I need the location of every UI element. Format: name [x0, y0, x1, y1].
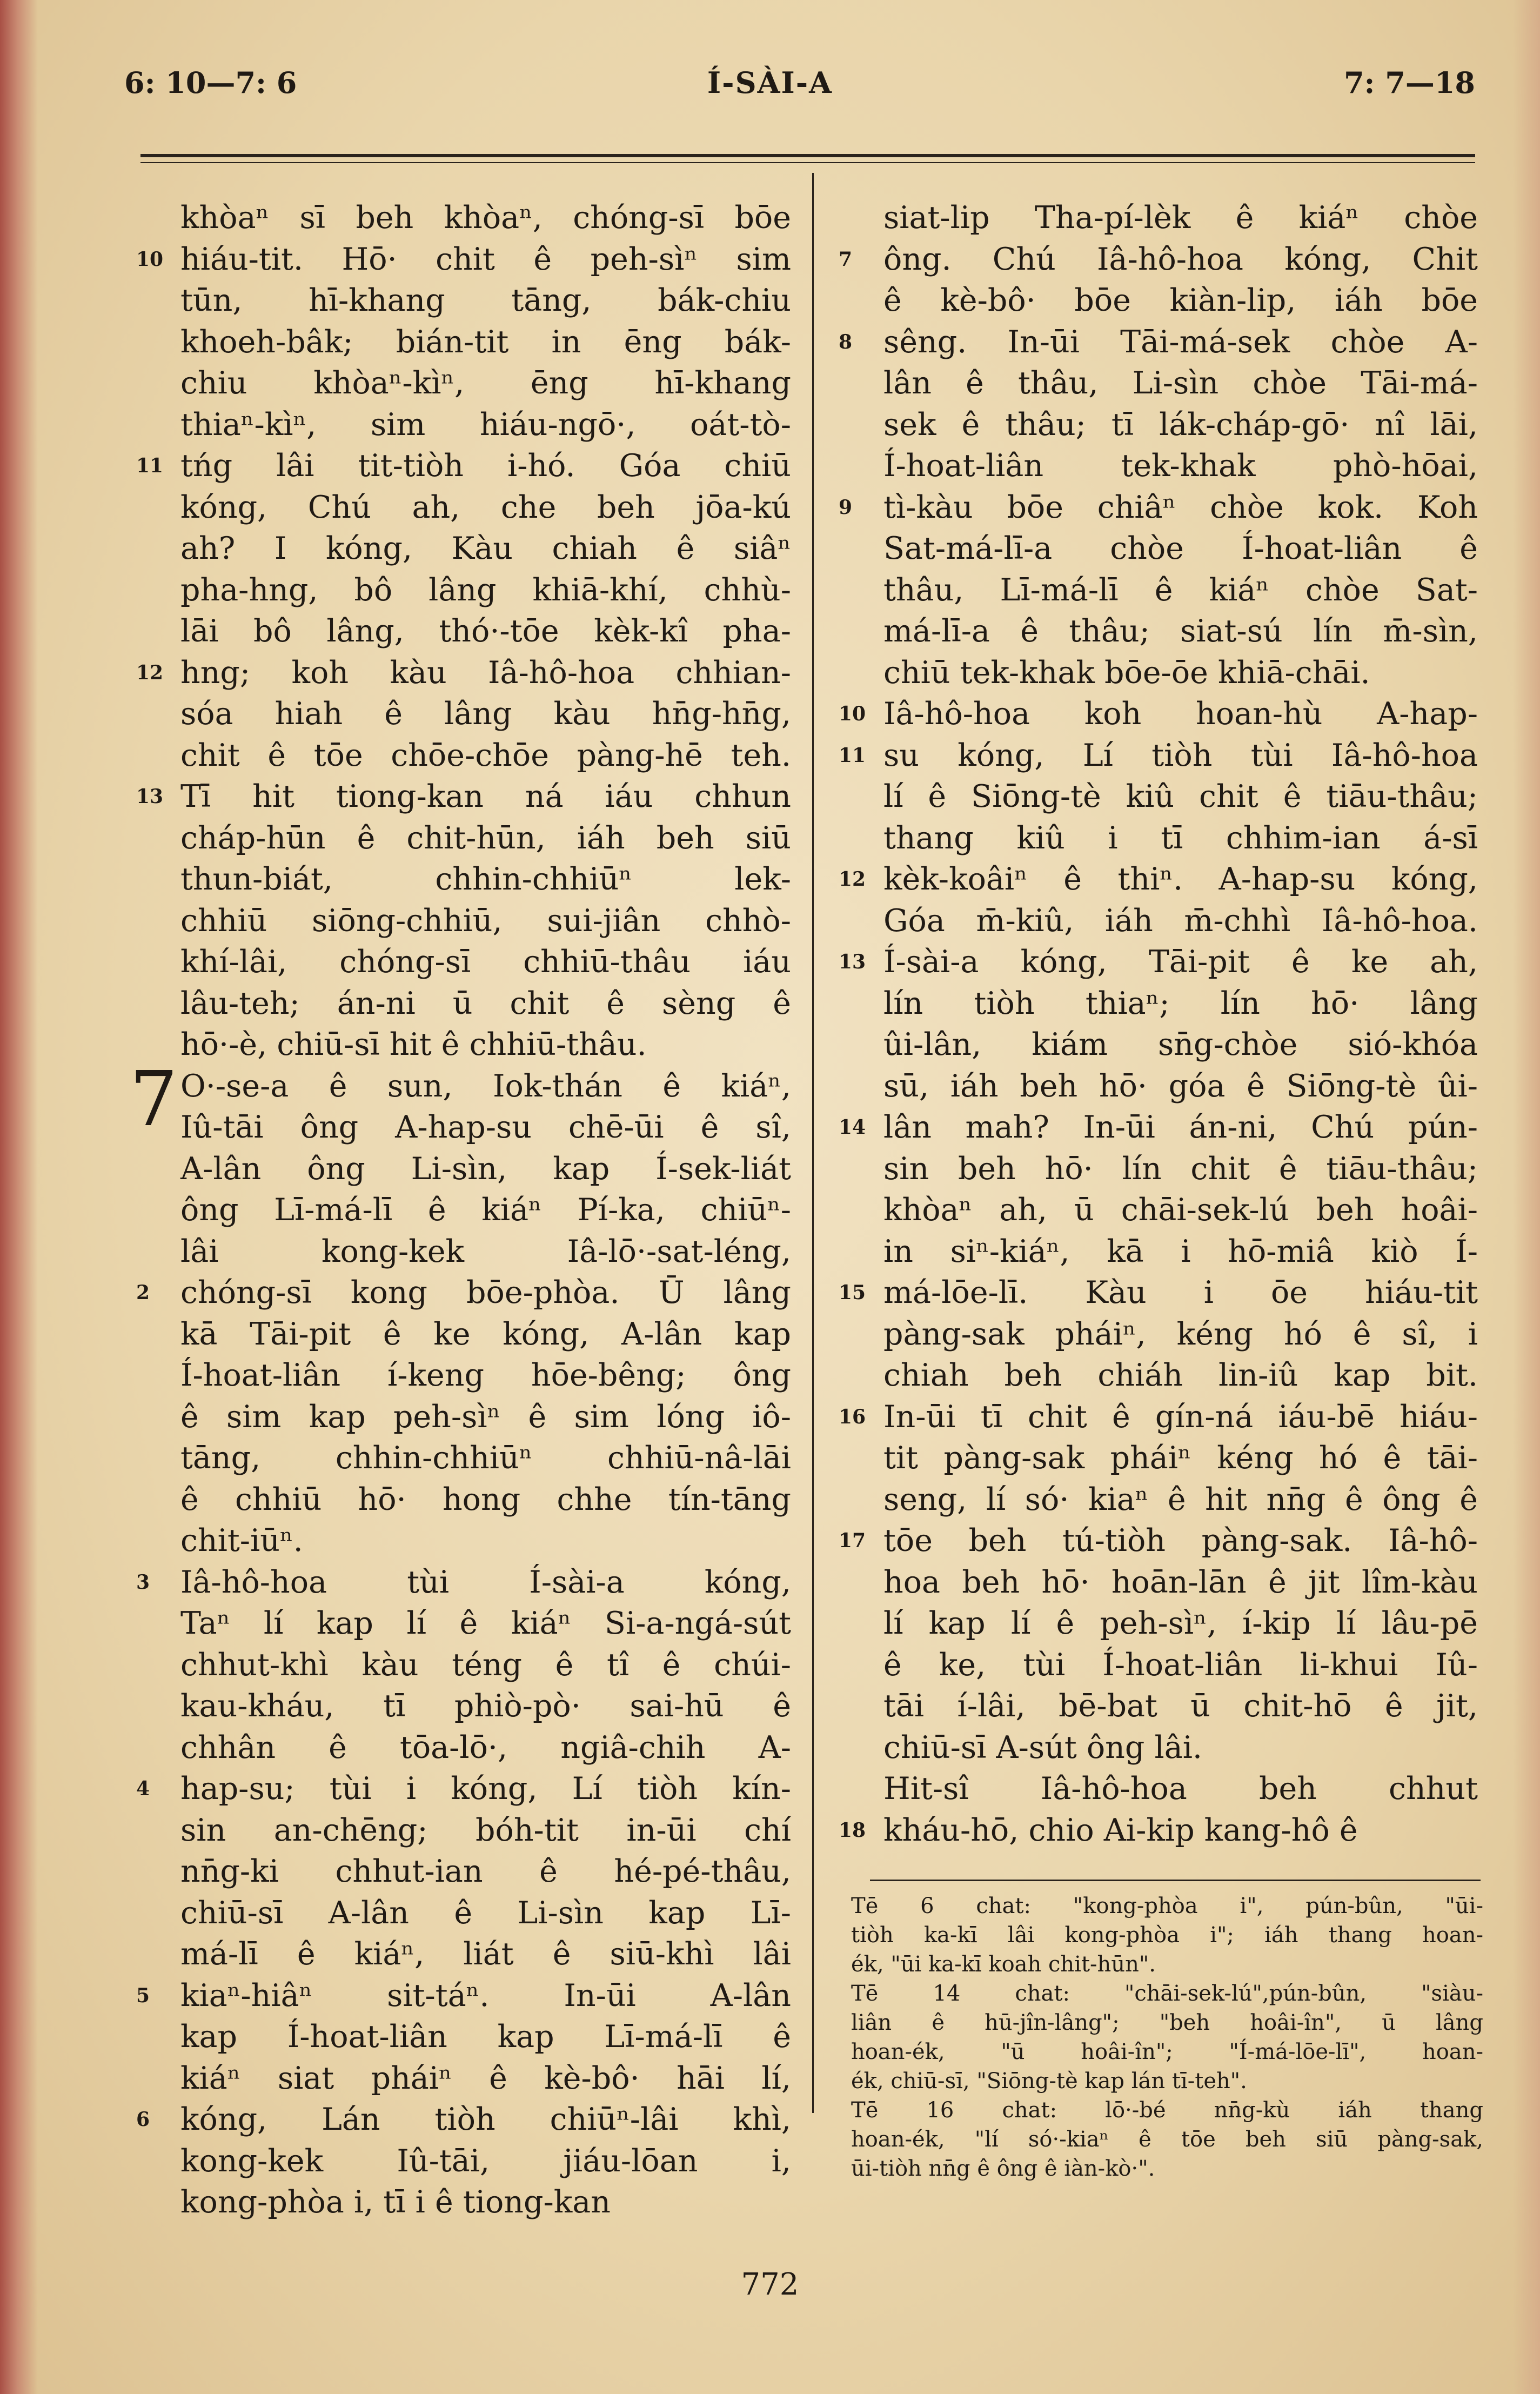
text-line: chiū-sī A-lân ê Li-sìn kap Lī- [180, 1895, 791, 1931]
text-line: má-lī-a ê thâu; siat-sú lín m̄-sìn, [883, 613, 1478, 649]
page-number: 772 [741, 2267, 799, 2302]
text-line: khoeh-bâk; bián-tit in ēng bák- [180, 324, 791, 360]
verse-number: 10 [136, 248, 164, 271]
text-line: ông. Chú Iâ-hô-hoa kóng, Chit [883, 241, 1478, 277]
verse-number: 6 [136, 2108, 150, 2131]
text-line: ah? I kóng, Kàu chiah ê siâⁿ [180, 531, 791, 566]
text-line: sêng. In-ūi Tāi-má-sek chòe A- [883, 324, 1478, 360]
text-line: thiaⁿ-kìⁿ, sim hiáu-ngō·, oát-tò- [180, 406, 791, 443]
verse-number: 13 [839, 951, 866, 973]
text-line: A-lân ông Li-sìn, kap Í-sek-liát [180, 1151, 791, 1187]
text-line: chhân ê tōa-lō·, ngiâ-chih A- [180, 1729, 791, 1766]
text-line: cháp-hūn ê chit-hūn, iáh beh siū [180, 820, 791, 856]
text-line: lâi kong-kek Iâ-lō·-sat-léng, [180, 1233, 791, 1269]
text-line: má-lōe-lī. Kàu i ōe hiáu-tit [883, 1275, 1478, 1310]
verse-number: 4 [136, 1777, 150, 1800]
text-line: lí ê Siōng-tè kiû chit ê tiāu-thâu; [883, 779, 1478, 814]
verse-number: 17 [839, 1529, 866, 1552]
footnote-line: hoan-ék, "lí só·-kiaⁿ ê tōe beh siū pàng-sak, [851, 2127, 1483, 2152]
text-line: khòaⁿ sī beh khòaⁿ, chóng-sī bōe [180, 200, 791, 236]
text-line: Góa m̄-kiû, iáh m̄-chhì Iâ-hô-hoa. [883, 902, 1478, 939]
text-line: khí-lâi, chóng-sī chhiū-thâu iáu [180, 944, 791, 980]
header-right-reference: 7: 7—18 [1343, 65, 1475, 100]
verse-number: 8 [839, 330, 853, 353]
text-line: kong-kek Iû-tāi, jiáu-lōan i, [180, 2143, 791, 2179]
text-line: hiáu-tit. Hō· chit ê peh-sìⁿ sim [180, 241, 791, 277]
verse-number: 12 [136, 661, 164, 684]
text-line: thâu, Lī-má-lī ê kiáⁿ chòe Sat- [883, 572, 1478, 608]
text-line: lāi bô lâng, thó·-tōe kèk-kî pha- [180, 613, 791, 649]
text-line: In-ūi tī chit ê gín-ná iáu-bē hiáu- [883, 1399, 1478, 1435]
text-line: seng, lí só· kiaⁿ ê hit nn̄g ê ông ê [883, 1481, 1478, 1517]
text-line: hap-su; tùi i kóng, Lí tiòh kín- [180, 1771, 791, 1807]
footnote-line: ék, chiū-sī, "Siōng-tè kap lán tī-teh". [851, 2069, 1247, 2094]
footnote-line: liân ê hū-jîn-lâng"; "beh hoâi-în", ū lâng [851, 2010, 1483, 2035]
text-line: ê chhiū hō· hong chhe tín-tāng [180, 1481, 791, 1517]
verse-number: 2 [136, 1281, 150, 1304]
text-line: thang kiû i tī chhim-ian á-sī [883, 820, 1478, 856]
text-line: hō·-è, chiū-sī hit ê chhiū-thâu. [180, 1027, 647, 1062]
text-line: chhiū siōng-chhiū, sui-jiân chhò- [180, 902, 791, 939]
column-divider [812, 173, 814, 2113]
header-rule-thin [140, 162, 1475, 163]
text-line: chit-iūⁿ. [180, 1523, 303, 1559]
text-line: Tī hit tiong-kan ná iáu chhun [180, 779, 791, 814]
footnote-line: Tē 16 chat: lō·-bé nn̄g-kù iáh thang [851, 2098, 1483, 2123]
text-line: chiū tek-khak bōe-ōe khiā-chāi. [883, 654, 1370, 691]
text-line: siat-lip Tha-pí-lèk ê kiáⁿ chòe [883, 200, 1478, 236]
text-line: tì-kàu bōe chiâⁿ chòe kok. Koh [883, 489, 1478, 525]
text-line: lí kap lí ê peh-sìⁿ, í-kip lí lâu-pē [883, 1606, 1478, 1641]
text-line: tāng, chhin-chhiūⁿ chhiū-nâ-lāi [180, 1440, 791, 1476]
verse-number: 16 [839, 1405, 866, 1428]
text-line: ông Lī-má-lī ê kiáⁿ Pí-ka, chiūⁿ- [180, 1192, 791, 1228]
text-line: kiaⁿ-hiâⁿ sit-táⁿ. In-ūi A-lân [180, 1977, 791, 2014]
page-edge-left [0, 0, 38, 2394]
text-line: kèk-koâiⁿ ê thiⁿ. A-hap-su kóng, [883, 861, 1478, 897]
text-line: chit ê tōe chōe-chōe pàng-hē teh. [180, 737, 791, 773]
footnote-line: ék, "ūi ka-kī koah chit-hūn". [851, 1952, 1156, 1977]
text-line: tāi í-lâi, bē-bat ū chit-hō ê jit, [883, 1688, 1478, 1724]
text-line: ê kè-bô· bōe kiàn-lip, iáh bōe [883, 283, 1478, 318]
text-line: Í-sài-a kóng, Tāi-pit ê ke ah, [883, 944, 1478, 980]
text-line: ê sim kap peh-sìⁿ ê sim lóng iô- [180, 1399, 791, 1435]
text-line: sū, iáh beh hō· góa ê Siōng-tè ûi- [883, 1068, 1478, 1104]
header-left-reference: 6: 10—7: 6 [124, 65, 297, 100]
text-line: Iû-tāi ông A-hap-su chē-ūi ê sî, [180, 1109, 791, 1145]
text-line: ûi-lân, kiám sn̄g-chòe sió-khóa [883, 1027, 1478, 1062]
text-line: sin an-chēng; bóh-tit in-ūi chí [180, 1812, 791, 1848]
text-line: pàng-sak pháiⁿ, kéng hó ê sî, i [883, 1316, 1478, 1352]
verse-number: 15 [839, 1281, 866, 1304]
footnote-line: ūi-tiòh nn̄g ê ông ê iàn-kò·". [851, 2156, 1155, 2181]
text-line: khòaⁿ ah, ū chāi-sek-lú beh hoâi- [883, 1192, 1478, 1228]
left-column-text [180, 197, 791, 2223]
verse-number: 11 [136, 454, 164, 477]
verse-number: 7 [839, 248, 853, 271]
text-line: kong-phòa i, tī i ê tiong-kan [180, 2184, 611, 2220]
text-line: lân mah? In-ūi án-ni, Chú pún- [883, 1109, 1478, 1145]
verse-number: 18 [839, 1818, 866, 1842]
text-line: kau-kháu, tī phiò-pò· sai-hū ê [180, 1688, 791, 1724]
text-line: Iâ-hô-hoa koh hoan-hù A-hap- [883, 696, 1478, 732]
footnote-line: Tē 6 chat: "kong-phòa i", pún-bûn, "ūi- [851, 1894, 1483, 1918]
text-line: sóa hiah ê lâng kàu hn̄g-hn̄g, [180, 696, 791, 732]
text-line: kóng, Chú ah, che beh jōa-kú [180, 489, 791, 525]
header-rule-thick [140, 154, 1475, 157]
text-line: lín tiòh thiaⁿ; lín hō· lâng [883, 985, 1478, 1021]
verse-number: 11 [839, 744, 866, 767]
text-line: thun-biát, chhin-chhiūⁿ lek- [180, 861, 791, 897]
text-line: tūn, hī-khang tāng, bák-chiu [180, 283, 791, 318]
text-line: kháu-hō, chio Ai-kip kang-hô ê [883, 1812, 1358, 1848]
footnote-rule [870, 1880, 1481, 1881]
text-line: Iâ-hô-hoa tùi Í-sài-a kóng, [180, 1564, 791, 1600]
text-line: Sat-má-lī-a chòe Í-hoat-liân ê [883, 531, 1478, 566]
text-line: Í-hoat-liân tek-khak phò-hōai, [883, 448, 1478, 484]
text-line: nn̄g-ki chhut-ian ê hé-pé-thâu, [180, 1854, 791, 1889]
text-line: má-lī ê kiáⁿ, liát ê siū-khì lâi [180, 1936, 791, 1972]
book-title: Í-SÀI-A [707, 65, 833, 100]
text-line: chiah beh chiáh lin-iû kap bit. [883, 1358, 1478, 1393]
text-line: tńg lâi tit-tiòh i-hó. Góa chiū [180, 448, 791, 484]
text-line: Hit-sî Iâ-hô-hoa beh chhut [883, 1771, 1478, 1807]
text-line: lâu-teh; án-ni ū chit ê sèng ê [180, 985, 791, 1021]
text-line: tit pàng-sak pháiⁿ kéng hó ê tāi- [883, 1440, 1478, 1476]
right-column-text [883, 197, 1478, 1851]
footnotes [851, 1891, 1483, 2183]
verse-number: 13 [136, 785, 164, 808]
text-line: sek ê thâu; tī lák-cháp-gō· nî lāi, [883, 406, 1478, 443]
text-line: kiáⁿ siat pháiⁿ ê kè-bô· hāi lí, [180, 2060, 791, 2096]
text-line: pha-hng, bô lâng khiā-khí, chhù- [180, 572, 791, 608]
text-line: lân ê thâu, Li-sìn chòe Tāi-má- [883, 365, 1478, 401]
verse-number: 3 [136, 1570, 150, 1594]
chapter-number: 7 [130, 1055, 178, 1143]
text-line: chiū-sī A-sút ông lâi. [883, 1729, 1203, 1766]
text-line: chóng-sī kong bōe-phòa. Ū lâng [180, 1275, 791, 1310]
footnote-line: Tē 14 chat: "chāi-sek-lú",pún-bûn, "siàu- [851, 1981, 1483, 2006]
page-edge-right [1513, 0, 1540, 2394]
verse-number: 14 [839, 1116, 866, 1139]
text-line: O·-se-a ê sun, Iok-thán ê kiáⁿ, [180, 1068, 791, 1104]
text-line: kā Tāi-pit ê ke kóng, A-lân kap [180, 1316, 791, 1352]
text-line: su kóng, Lí tiòh tùi Iâ-hô-hoa [883, 737, 1478, 773]
text-line: sin beh hō· lín chit ê tiāu-thâu; [883, 1151, 1478, 1187]
footnote-line: hoan-ék, "ū hoâi-în"; "Í-má-lōe-lī", hoan- [851, 2039, 1483, 2064]
text-line: hoa beh hō· hoān-lān ê jit lîm-kàu [883, 1564, 1478, 1600]
footnote-line: tiòh ka-kī lâi kong-phòa i"; iáh thang hoan- [851, 1923, 1483, 1948]
text-line: in siⁿ-kiáⁿ, kā i hō-miâ kiò Í- [883, 1233, 1478, 1269]
text-line: Í-hoat-liân í-keng hōe-bêng; ông [180, 1358, 791, 1393]
verse-number: 9 [839, 496, 853, 519]
text-line: tōe beh tú-tiòh pàng-sak. Iâ-hô- [883, 1523, 1478, 1559]
text-line: chhut-khì kàu téng ê tî ê chúi- [180, 1647, 791, 1683]
text-line: chiu khòaⁿ-kìⁿ, ēng hī-khang [180, 365, 791, 401]
verse-number: 5 [136, 1984, 150, 2007]
text-line: Taⁿ lí kap lí ê kiáⁿ Si-a-ngá-sút [180, 1606, 791, 1641]
text-line: hng; koh kàu Iâ-hô-hoa chhian- [180, 654, 791, 691]
text-line: kóng, Lán tiòh chiūⁿ-lâi khì, [180, 2102, 791, 2137]
text-line: kap Í-hoat-liân kap Lī-má-lī ê [180, 2019, 791, 2055]
text-line: ê ke, tùi Í-hoat-liân li-khui Iû- [883, 1647, 1478, 1683]
verse-number: 12 [839, 868, 866, 891]
verse-number: 10 [839, 703, 866, 725]
